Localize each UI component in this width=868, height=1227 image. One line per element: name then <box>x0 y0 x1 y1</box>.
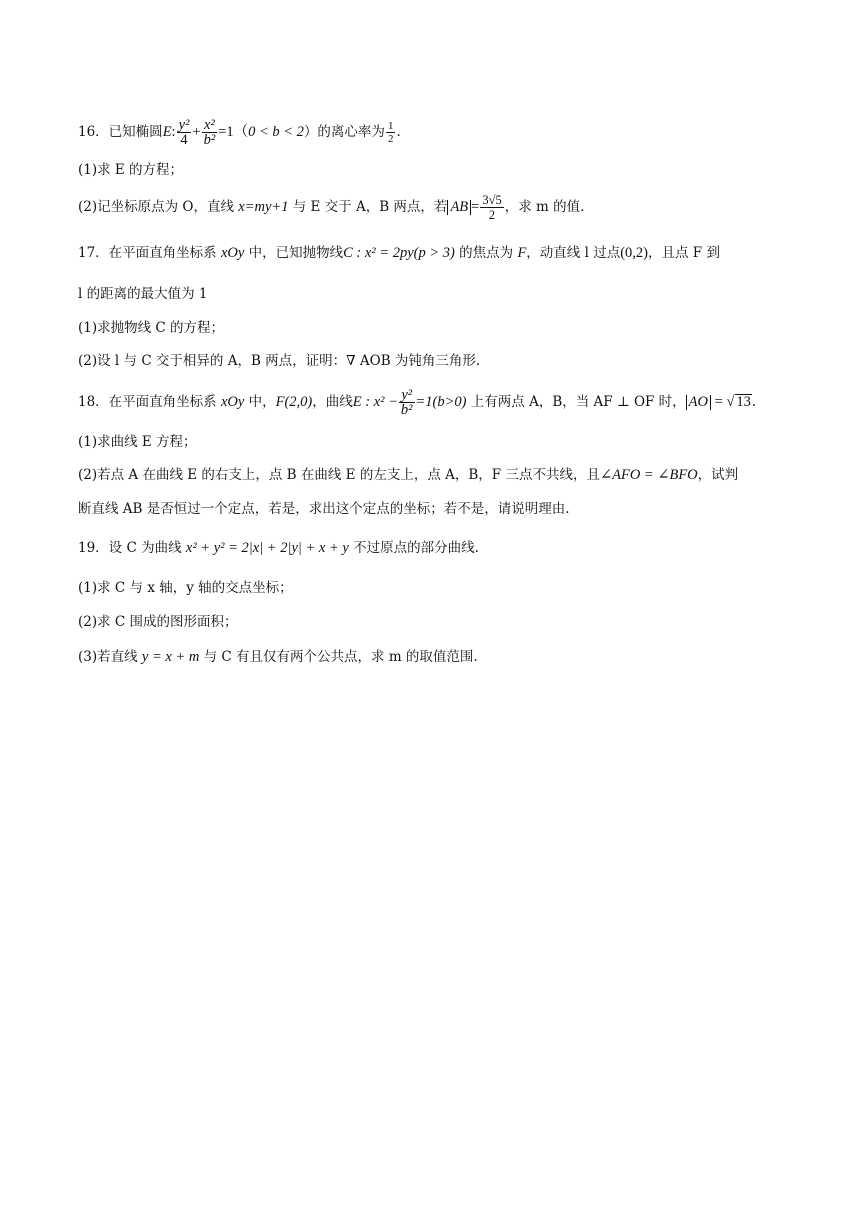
q17-text-d: ，且点 F 到 <box>648 245 720 261</box>
q17-text-a: 中，已知抛物线 <box>244 245 344 261</box>
q18-abs-ao: AO <box>686 395 711 410</box>
q18-point-f: F(2,0) <box>275 394 313 410</box>
q16-p2-equals: = <box>471 199 480 215</box>
q18-period: . <box>751 394 757 410</box>
q16-p2-text-c: ，求 m 的值. <box>504 199 585 215</box>
q16-frac-one-half: $\frac{1}{2}$ <box>387 120 394 145</box>
question-17-statement-cont: l 的距离的最大值为 1 <box>78 286 208 302</box>
q19-text-a: 不过原点的部分曲线. <box>348 540 479 556</box>
q18-xoy: xOy <box>220 394 245 410</box>
q18-frac-y2-over-b2: $\frac{\text{y²}}{\text{b²}}$ <box>400 387 413 418</box>
question-18-part-2 <box>78 465 798 485</box>
q18-hyperbola-lhs: E : x² − <box>352 394 398 410</box>
q19-curve-equation: x² + y² = 2|x| + 2|y| + x + y <box>185 540 349 556</box>
question-16-part-1: (1)求 E 的方程； <box>78 162 184 178</box>
q17-xoy: xOy <box>220 245 245 261</box>
question-19-statement <box>78 538 798 558</box>
q18-text-c: 上有两点 A，B，当 AF ⊥ OF 时， <box>466 394 686 410</box>
q16-p2-text-b: 与 E 交于 A，B 两点，若 <box>288 199 448 215</box>
q19-line-equation: y = x + m <box>141 649 200 665</box>
question-18-part-1: (1)求曲线 E 方程； <box>78 434 197 450</box>
q17-text-b: 的焦点为 <box>454 245 518 261</box>
question-19-part-3 <box>78 647 798 667</box>
q18-text-b: ，曲线 <box>312 394 353 410</box>
q16-ellipse-name: E <box>162 124 172 140</box>
q16-abs-ab: AB <box>447 200 471 215</box>
question-16-part-2 <box>78 189 798 225</box>
q18-p2-text-a: (2)若点 A 在曲线 E 的右支上，点 B 在曲线 E 的左支上，点 A，B，F 三点不共线，且 <box>78 467 600 483</box>
q17-focus-f: F <box>517 245 527 261</box>
q18-p2-text-b: ，试判 <box>697 467 739 483</box>
q17-point: (0,2) <box>620 245 648 261</box>
q16-line-equation: x=my+1 <box>238 199 289 215</box>
q16-eccentricity-text: ）的离心率为 <box>303 124 385 140</box>
q18-sqrt: √ 13 <box>726 394 751 410</box>
q18-text-a: 中， <box>244 394 276 410</box>
q18-sqrt-radicand: 13 <box>736 394 751 410</box>
q17-text-c: ，动直线 l 过点 <box>526 245 621 261</box>
q16-frac-y2-over-4: $\frac{\text{y²}}{4}$ <box>178 117 190 148</box>
question-16-statement <box>78 117 798 147</box>
q16-condition: 0 < b < 2 <box>248 124 304 140</box>
q16-p2-text-a: (2)记坐标原点为 O，直线 <box>78 199 239 215</box>
q19-p3-text-a: (3)若直线 <box>78 649 142 665</box>
question-19-part-2: (2)求 C 围成的图形面积； <box>78 614 238 630</box>
q18-hyperbola-rhs: =1(b>0) <box>415 394 467 410</box>
question-17-part-1: (1)求抛物线 C 的方程； <box>78 320 225 336</box>
q17-parabola-equation: C : x² = 2py <box>343 245 414 261</box>
q18-lead-text: 18．在平面直角坐标系 <box>78 394 221 410</box>
question-18-statement <box>78 387 798 417</box>
question-17-part-2: (2)设 l 与 C 交于相异的 A，B 两点，证明：∇ AOB 为钝角三角形. <box>78 353 481 369</box>
q16-colon: : <box>171 124 176 140</box>
q18-equals: = <box>711 394 727 410</box>
q16-equals-one: =1（ <box>218 124 249 140</box>
question-17-statement <box>78 243 798 263</box>
q16-frac-x2-over-b2: $\frac{\text{x²}}{\text{b²}}$ <box>203 117 216 148</box>
q17-lead-text: 17．在平面直角坐标系 <box>78 245 221 261</box>
q16-lead-text: 16．已知椭圆 <box>78 124 163 140</box>
q17-condition: (p > 3) <box>413 245 455 261</box>
q16-period: ． <box>396 124 410 140</box>
question-19-part-1: (1)求 C 与 x 轴，y 轴的交点坐标； <box>78 580 293 596</box>
q19-lead-text: 19．设 C 为曲线 <box>78 540 186 556</box>
q16-plus: + <box>192 124 201 140</box>
q19-p3-text-b: 与 C 有且仅有两个公共点，求 m 的取值范围. <box>199 649 478 665</box>
q18-angle-equality: ∠AFO = ∠BFO <box>599 467 698 483</box>
q16-frac-3root5-over-2: $\frac{3√5}{2}$ <box>482 193 502 222</box>
question-18-part-2-cont: 断直线 AB 是否恒过一个定点，若是，求出这个定点的坐标；若不是，请说明理由. <box>78 501 570 517</box>
